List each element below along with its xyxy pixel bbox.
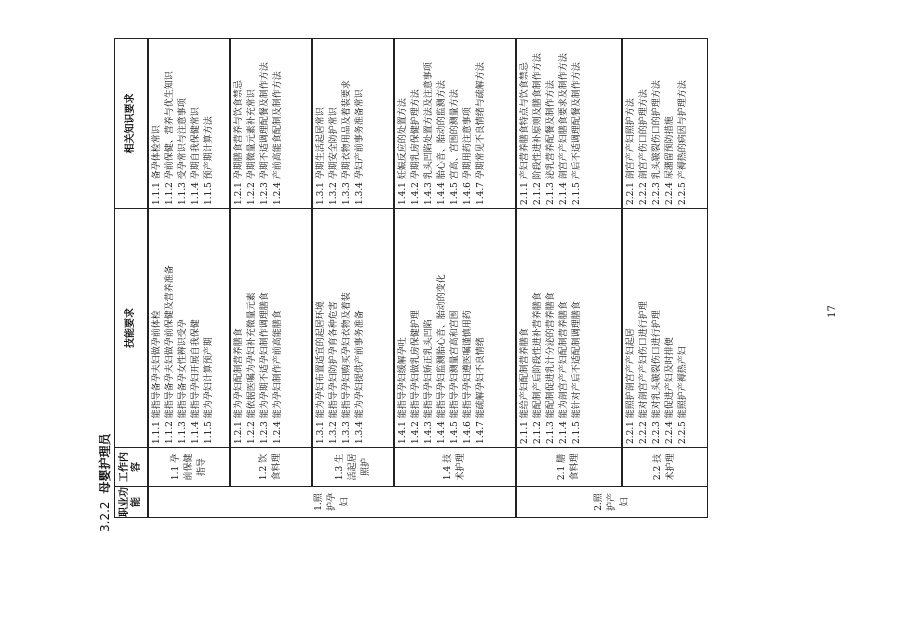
knowledge-item: 1.4.7 孕期常见不良情绪与疏解方法: [476, 62, 486, 205]
skill-cell: [516, 208, 622, 448]
knowledge-item: 1.1.3 受孕常识与注意事项: [178, 98, 188, 205]
skill-item: 1.3.4 能为孕妇提供产前事务准备: [355, 310, 365, 444]
knowledge-item: 2.2.1 剖宫产产妇照护方法: [626, 98, 636, 205]
knowledge-item: 1.2.1 孕期膳食营养与饮食禁忌: [234, 80, 244, 205]
knowledge-item: 2.1.3 泌乳营养配餐及制作方法: [546, 80, 556, 205]
work-unit-cell: [622, 447, 708, 487]
work-unit-label: 1.1 孕前保健指导: [170, 453, 207, 481]
skill-item: 1.3.3 能指导孕妇购买孕妇衣物及着装: [342, 292, 352, 444]
skill-item: 2.1.1 能给产妇配制营养膳食: [520, 328, 530, 444]
work-unit-label: 2.2 技术护理: [653, 453, 676, 481]
skill-item: 1.1.1 能指导备孕夫妇做孕前体检: [152, 310, 162, 444]
header-func: 职业功能: [114, 486, 148, 518]
skill-item: 1.4.1 能指导孕妇缓解孕吐: [398, 337, 408, 444]
skill-item: 2.2.2 能对剖宫产产妇伤口进行护理: [639, 301, 649, 444]
knowledge-item: 1.4.5 宫高、宫围的测量方法: [450, 89, 460, 205]
knowledge-item: 1.3.4 孕妇产前事务准备常识: [355, 89, 365, 205]
function-label: 1.照护孕妇: [313, 493, 350, 512]
knowledge-cell: [148, 38, 230, 209]
knowledge-item: 1.2.2 孕期微量元素补充常识: [247, 89, 257, 205]
knowledge-item: 1.2.3 孕期不适调理配餐及制作方法: [260, 62, 270, 205]
knowledge-item: 2.2.2 剖宫产伤口的护理方法: [639, 89, 649, 205]
knowledge-item: 1.3.1 孕期生活起居常识: [316, 107, 326, 205]
section-number: 3.2.2: [98, 501, 112, 532]
header-knowledge: 相关知识要求: [114, 38, 148, 209]
work-unit-cell: [312, 447, 394, 487]
knowledge-item: 2.2.4 尿潴留预防措施: [665, 116, 675, 205]
work-unit-label: 1.3 生活起居照护: [334, 453, 371, 481]
skill-item: 1.4.4 能指导孕妇监测胎心音、胎动的变化: [437, 274, 447, 444]
skill-item: 1.4.3 能指导孕妇矫正乳头凹陷: [424, 319, 434, 444]
skill-item: 1.3.1 能为孕妇布置适宜的起居环境: [316, 301, 326, 444]
skill-item: 2.2.4 能促进产妇及时排便: [665, 337, 675, 444]
skill-item: 2.2.1 能照护剖宫产产妇起居: [626, 328, 636, 444]
skill-item: 2.1.2 能配制产后阶段性进补营养膳食: [533, 292, 543, 444]
function-cell: [516, 486, 708, 518]
knowledge-cell: [312, 38, 394, 209]
knowledge-item: 2.2.5 产褥热的病因与护理方法: [678, 80, 688, 205]
work-unit-label: 2.1 膳食料理: [557, 453, 580, 481]
knowledge-item: 1.1.1 备孕体检常识: [152, 125, 162, 205]
skill-item: 1.1.3 能指导备孕女性辨识受孕: [178, 319, 188, 444]
function-cell: [148, 486, 516, 518]
skill-item: 2.1.5 能针对产后不适配制调理膳食: [572, 301, 582, 444]
skill-item: 1.3.2 能指导孕妇防护孕育各种危害: [329, 301, 339, 444]
skill-item: 1.4.7 能疏解孕妇不良情绪: [476, 337, 486, 444]
skill-item: 1.2.4 能为孕妇制作产前高能膳食: [273, 310, 283, 444]
skill-cell: [148, 208, 230, 448]
skill-item: 2.2.3 能对乳头皲裂伤口进行护理: [652, 310, 662, 444]
skill-item: 2.1.3 能配制促进乳汁分泌的营养膳食: [546, 292, 556, 444]
knowledge-cell: [230, 38, 312, 209]
knowledge-cell: [516, 38, 622, 209]
knowledge-cell: [394, 38, 516, 209]
function-label: 2.照护产妇: [593, 493, 630, 512]
knowledge-item: 1.4.4 胎心音、胎动的监测方法: [437, 80, 447, 205]
header-unit: 工作内容: [114, 447, 148, 487]
knowledge-item: 2.1.1 产妇营养膳食特点与饮食禁忌: [520, 62, 530, 205]
knowledge-item: 1.1.4 孕期自我保健常识: [191, 107, 201, 205]
skill-item: 1.4.2 能指导孕妇做乳房保健护理: [411, 310, 421, 444]
skill-item: 1.1.4 能指导孕妇开展自我保健: [191, 319, 201, 444]
skill-cell: [622, 208, 708, 448]
knowledge-item: 2.2.3 乳头皲裂伤口的护理方法: [652, 80, 662, 205]
work-unit-label: 1.2 饮食料理: [259, 453, 282, 481]
work-unit-cell: [394, 447, 516, 487]
knowledge-item: 2.1.5 产后不适调理配餐及制作方法: [572, 62, 582, 205]
knowledge-item: 1.1.2 孕前保健、营养与优生知识: [165, 71, 175, 205]
knowledge-item: 1.4.6 孕期用药注意事项: [463, 107, 473, 205]
work-unit-cell: [516, 447, 622, 487]
knowledge-cell: [622, 38, 708, 209]
knowledge-item: 1.4.1 妊娠反应的处置方法: [398, 98, 408, 205]
skill-item: 2.2.5 能照护产褥热产妇: [678, 346, 688, 444]
knowledge-item: 2.1.2 阶段性进补原则及膳食制作方法: [533, 53, 543, 205]
page-number: 17: [826, 305, 838, 318]
skill-cell: [394, 208, 516, 448]
skill-item: 1.1.5 能为孕妇计算预产期: [204, 337, 214, 444]
table-header: [114, 38, 148, 518]
skill-cell: [230, 208, 312, 448]
knowledge-item: 1.4.2 孕期乳房保健护理方法: [411, 89, 421, 205]
knowledge-item: 1.3.3 孕期衣物用品及着装要求: [342, 80, 352, 205]
work-unit-cell: [230, 447, 312, 487]
skill-item: 1.1.2 能指导备孕夫妇做孕前保健及营养准备: [165, 265, 175, 444]
skill-item: 1.2.1 能为孕妇配制营养膳食: [234, 328, 244, 444]
knowledge-item: 1.3.2 孕期安全防护常识: [329, 107, 339, 205]
knowledge-item: 1.1.5 预产期计算方法: [204, 116, 214, 205]
section-heading: [96, 433, 113, 532]
skill-item: 1.4.6 能指导孕妇遵医嘱谨慎用药: [463, 310, 473, 444]
header-skill: 技能要求: [114, 208, 148, 448]
work-unit-label: 1.4 技术护理: [443, 453, 466, 481]
knowledge-item: 1.2.4 产前高能食配制及制作方法: [273, 71, 283, 205]
skill-item: 1.2.3 能为孕期不适孕妇制作调理膳食: [260, 292, 270, 444]
work-unit-cell: [148, 447, 230, 487]
skill-item: 1.4.5 能指导孕妇测量宫高和宫围: [450, 310, 460, 444]
knowledge-item: 1.4.3 乳头凹陷处置方法及注意事项: [424, 62, 434, 205]
rotated-table-frame: [94, 38, 822, 532]
skill-item: 1.2.2 能依据医嘱为孕妇补充微量元素: [247, 292, 257, 444]
section-title: 母婴护理员: [98, 433, 112, 494]
knowledge-item: 2.1.4 剖宫产产妇膳食要求及制作方法: [559, 53, 569, 205]
skill-cell: [312, 208, 394, 448]
skill-item: 2.1.4 能为剖宫产产妇配制营养膳食: [559, 301, 569, 444]
